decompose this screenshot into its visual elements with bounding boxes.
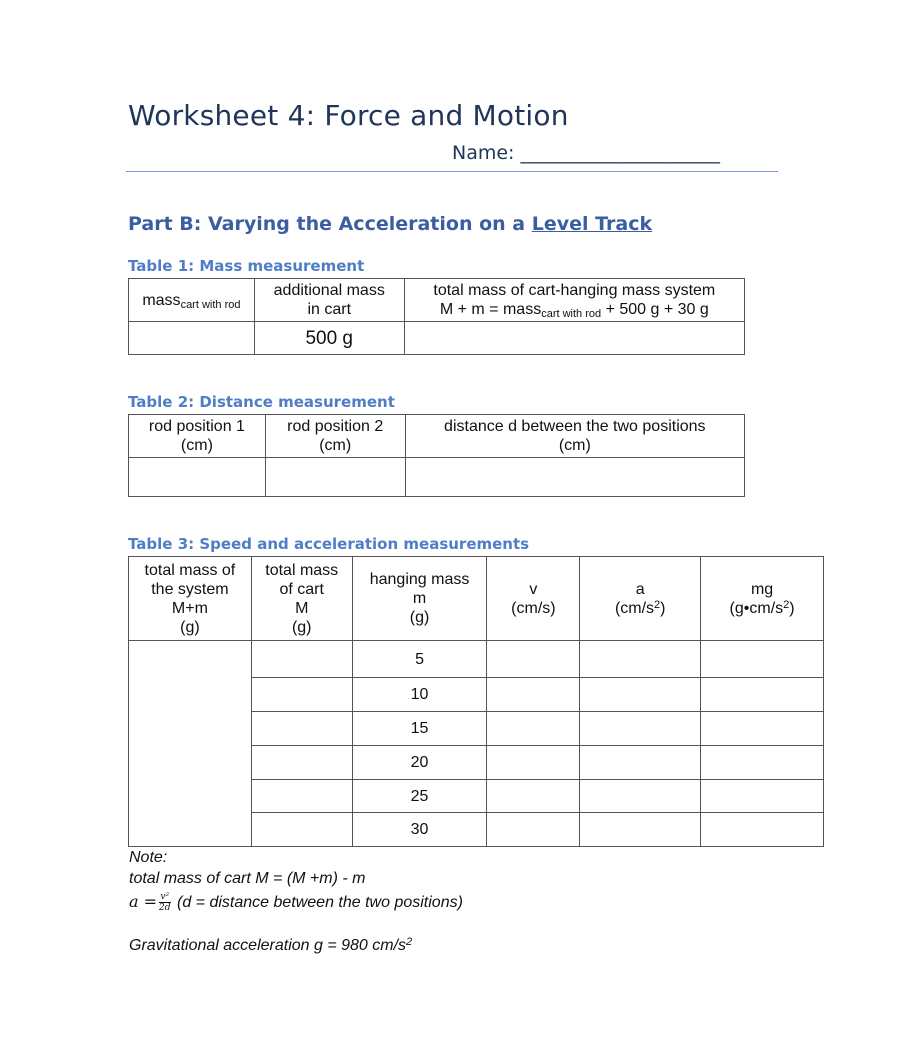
cell-mg-input[interactable]	[701, 641, 824, 678]
fraction-denominator: 2d	[159, 903, 171, 914]
header-total-mass-system	[129, 557, 252, 641]
header-velocity	[487, 557, 580, 641]
h-cart-l1: total mass	[265, 561, 339, 579]
cell-a-input[interactable]	[580, 712, 701, 746]
cell-mg-input[interactable]	[701, 678, 824, 712]
table1-caption: Table 1: Mass measurement	[128, 257, 365, 275]
note-cart-mass-formula: total mass of cart M = (M +m) - m	[129, 870, 366, 887]
header-total-mass-system	[404, 279, 744, 322]
header-distance-line1: distance d between the two positions	[444, 418, 706, 435]
cell-distance-input[interactable]	[405, 458, 744, 497]
header-rod2-unit: (cm)	[319, 437, 352, 454]
accel-explanation: (d = distance between the two positions)	[176, 894, 463, 911]
header-total-formula-sub: cart with rod	[541, 308, 602, 320]
header-mass-sub: cart with rod	[180, 298, 241, 311]
cell-mass-cart-input[interactable]	[129, 322, 255, 355]
h-hang-l3: (g)	[409, 609, 430, 626]
cell-cart-mass-input[interactable]	[251, 712, 352, 746]
cell-hanging-mass: 10	[352, 678, 487, 712]
cell-v-input[interactable]	[487, 678, 580, 712]
cell-mg-input[interactable]	[701, 780, 824, 813]
accel-lhs: a =	[129, 892, 158, 911]
header-distance-d	[405, 415, 744, 458]
h-a-sup: 2	[654, 598, 661, 611]
note-gravity	[129, 935, 463, 956]
header-additional-line1: additional mass	[273, 282, 385, 299]
header-mass-cart	[129, 279, 255, 322]
cell-rod-position-1-input[interactable]	[129, 458, 266, 497]
cell-cart-mass-input[interactable]	[251, 678, 352, 712]
h-v-l2: (cm/s)	[511, 599, 556, 617]
table3-row	[129, 641, 824, 678]
h-mg-sup: 2	[783, 598, 790, 611]
table3-caption: Table 3: Speed and acceleration measurements	[128, 535, 530, 553]
h-cart-l2: of cart	[279, 580, 324, 598]
cell-total-mass-input[interactable]	[129, 641, 252, 847]
header-rod-position-1	[129, 415, 266, 458]
cell-total-mass-input[interactable]	[404, 322, 744, 355]
header-rod1-line1: rod position 1	[148, 418, 245, 435]
header-acceleration	[580, 557, 701, 641]
worksheet-title: Worksheet 4: Force and Motion	[128, 99, 569, 132]
header-additional-mass	[254, 279, 404, 322]
header-distance-unit: (cm)	[558, 437, 591, 454]
h-total-l3: M+m	[171, 599, 208, 617]
notes-block	[129, 847, 463, 956]
speed-acceleration-table	[128, 556, 824, 847]
accel-fraction	[159, 892, 171, 913]
h-mg-close: )	[789, 599, 795, 617]
cell-hanging-mass: 15	[352, 712, 487, 746]
cell-cart-mass-input[interactable]	[251, 641, 352, 678]
header-hanging-mass	[352, 557, 487, 641]
table3-header-row	[129, 557, 824, 641]
h-cart-l3: M	[295, 599, 309, 617]
cell-hanging-mass: 5	[352, 641, 487, 678]
cell-hanging-mass: 30	[352, 813, 487, 847]
table2-header-row	[129, 415, 745, 458]
cell-v-input[interactable]	[487, 746, 580, 780]
fraction-numerator: v²	[160, 892, 170, 903]
h-mg-l1: mg	[750, 580, 774, 598]
header-force-mg	[701, 557, 824, 641]
table1-header-row	[129, 279, 745, 322]
h-a-unit: (cm/s	[614, 599, 655, 617]
header-mass-main: mass	[142, 291, 181, 309]
gravity-sup: 2	[406, 936, 413, 949]
h-total-l2: the system	[151, 580, 229, 598]
h-a-close: )	[660, 599, 666, 617]
cell-a-input[interactable]	[580, 678, 701, 712]
cell-mg-input[interactable]	[701, 813, 824, 847]
header-rod2-line1: rod position 2	[287, 418, 384, 435]
table1-data-row	[129, 322, 745, 355]
gravity-text: Gravitational acceleration g = 980 cm/s	[129, 937, 407, 955]
cell-cart-mass-input[interactable]	[251, 780, 352, 813]
mass-measurement-table	[128, 278, 745, 355]
note-label: Note:	[129, 849, 168, 866]
h-cart-l4: (g)	[291, 618, 312, 636]
header-additional-line2: in cart	[307, 301, 352, 318]
h-v-l1: v	[529, 580, 538, 598]
header-total-formula-post: + 500 g + 30 g	[601, 301, 709, 318]
title-divider	[126, 171, 778, 172]
cell-mg-input[interactable]	[701, 712, 824, 746]
h-hang-l1: hanging mass	[369, 571, 470, 588]
header-rod1-unit: (cm)	[180, 437, 213, 454]
cell-v-input[interactable]	[487, 712, 580, 746]
table2-data-row	[129, 458, 745, 497]
header-total-line1: total mass of cart-hanging mass system	[433, 282, 716, 299]
cell-a-input[interactable]	[580, 641, 701, 678]
cell-v-input[interactable]	[487, 641, 580, 678]
h-mg-unit: (g•cm/s	[729, 599, 784, 617]
table2-caption: Table 2: Distance measurement	[128, 393, 395, 411]
cell-cart-mass-input[interactable]	[251, 813, 352, 847]
cell-a-input[interactable]	[580, 746, 701, 780]
cell-a-input[interactable]	[580, 780, 701, 813]
note-acceleration-formula	[129, 891, 463, 913]
part-heading-text: Part B: Varying the Acceleration on a	[128, 213, 532, 235]
cell-hanging-mass: 25	[352, 780, 487, 813]
header-total-formula-pre: M + m = mass	[439, 301, 542, 318]
cell-a-input[interactable]	[580, 813, 701, 847]
cell-mg-input[interactable]	[701, 746, 824, 780]
h-hang-l2: m	[412, 590, 427, 607]
cell-v-input[interactable]	[487, 780, 580, 813]
part-heading	[128, 213, 652, 235]
header-total-mass-cart	[251, 557, 352, 641]
h-total-l4: (g)	[180, 618, 200, 636]
h-a-l1: a	[635, 580, 645, 598]
name-field-label: Name: _____________________	[452, 142, 720, 164]
cell-v-input[interactable]	[487, 813, 580, 847]
part-heading-underlined: Level Track	[531, 213, 653, 235]
cell-hanging-mass: 20	[352, 746, 487, 780]
h-total-l1: total mass of	[144, 561, 236, 579]
cell-rod-position-2-input[interactable]	[265, 458, 405, 497]
cell-cart-mass-input[interactable]	[251, 746, 352, 780]
distance-measurement-table	[128, 414, 745, 497]
header-rod-position-2	[265, 415, 405, 458]
cell-additional-mass: 500 g	[254, 322, 404, 355]
